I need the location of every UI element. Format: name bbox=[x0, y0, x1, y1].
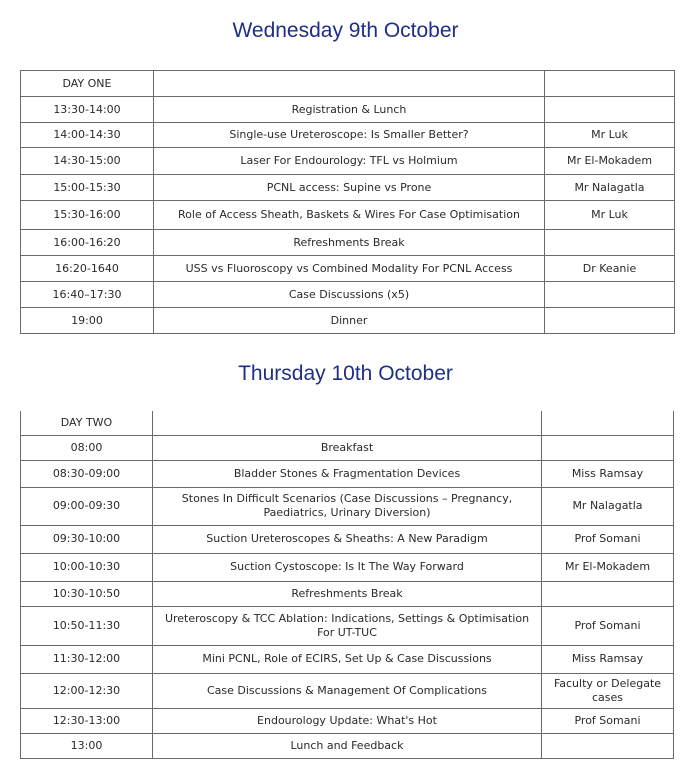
session-speaker: Mr El-Mokadem bbox=[542, 553, 674, 581]
session-title: Refreshments Break bbox=[153, 581, 542, 606]
day-label: DAY ONE bbox=[21, 71, 154, 97]
session-speaker: Mr Nalagatla bbox=[542, 487, 674, 525]
header-empty-cell bbox=[542, 411, 674, 435]
day-two-heading: Thursday 10th October bbox=[238, 362, 453, 385]
session-title: Single-use Ureteroscope: Is Smaller Better? bbox=[154, 123, 545, 148]
session-time: 13:30-14:00 bbox=[21, 97, 154, 123]
session-speaker bbox=[545, 308, 675, 334]
session-title: Case Discussions & Management Of Complications bbox=[153, 673, 542, 708]
session-title: USS vs Fluoroscopy vs Combined Modality For PCNL Access bbox=[154, 256, 545, 282]
session-time: 12:00-12:30 bbox=[21, 673, 153, 708]
table-row bbox=[21, 673, 674, 708]
header-empty-cell bbox=[154, 71, 545, 97]
table-row bbox=[21, 435, 674, 460]
session-speaker: Prof Somani bbox=[542, 606, 674, 645]
session-speaker bbox=[542, 435, 674, 460]
table-row bbox=[21, 460, 674, 487]
session-speaker: Mr Luk bbox=[545, 201, 675, 230]
session-title: Suction Ureteroscopes & Sheaths: A New Paradigm bbox=[153, 525, 542, 553]
session-speaker: Miss Ramsay bbox=[542, 460, 674, 487]
session-speaker: Mr Luk bbox=[545, 123, 675, 148]
session-time: 16:20-1640 bbox=[21, 256, 154, 282]
table-row bbox=[21, 308, 675, 334]
table-row bbox=[21, 123, 675, 148]
table-row bbox=[21, 581, 674, 606]
session-title: Refreshments Break bbox=[154, 230, 545, 256]
session-title: Laser For Endourology: TFL vs Holmium bbox=[154, 148, 545, 175]
session-time: 14:30-15:00 bbox=[21, 148, 154, 175]
table-row bbox=[21, 256, 675, 282]
table-row bbox=[21, 230, 675, 256]
session-time: 10:50-11:30 bbox=[21, 606, 153, 645]
table-row bbox=[21, 487, 674, 525]
session-speaker bbox=[542, 733, 674, 758]
session-time: 11:30-12:00 bbox=[21, 645, 153, 673]
session-time: 10:30-10:50 bbox=[21, 581, 153, 606]
session-title: Suction Cystoscope: Is It The Way Forward bbox=[153, 553, 542, 581]
session-time: 14:00-14:30 bbox=[21, 123, 154, 148]
session-speaker: Dr Keanie bbox=[545, 256, 675, 282]
session-time: 13:00 bbox=[21, 733, 153, 758]
session-time: 08:30-09:00 bbox=[21, 460, 153, 487]
session-title: Mini PCNL, Role of ECIRS, Set Up & Case Discussions bbox=[153, 645, 542, 673]
session-title: PCNL access: Supine vs Prone bbox=[154, 175, 545, 201]
table-row bbox=[21, 525, 674, 553]
table-row bbox=[21, 97, 675, 123]
session-title: Bladder Stones & Fragmentation Devices bbox=[153, 460, 542, 487]
session-title: Endourology Update: What's Hot bbox=[153, 708, 542, 733]
day-two-table bbox=[20, 411, 674, 759]
session-time: 16:40–17:30 bbox=[21, 282, 154, 308]
table-header-row bbox=[21, 411, 674, 435]
session-time: 15:30-16:00 bbox=[21, 201, 154, 230]
session-time: 09:30-10:00 bbox=[21, 525, 153, 553]
session-time: 16:00-16:20 bbox=[21, 230, 154, 256]
session-time: 12:30-13:00 bbox=[21, 708, 153, 733]
session-time: 15:00-15:30 bbox=[21, 175, 154, 201]
session-speaker bbox=[542, 581, 674, 606]
header-empty-cell bbox=[545, 71, 675, 97]
session-title: Registration & Lunch bbox=[154, 97, 545, 123]
session-title: Breakfast bbox=[153, 435, 542, 460]
session-time: 10:00-10:30 bbox=[21, 553, 153, 581]
session-title: Role of Access Sheath, Baskets & Wires For Case Optimisation bbox=[154, 201, 545, 230]
table-row bbox=[21, 645, 674, 673]
day-label: DAY TWO bbox=[21, 411, 153, 435]
session-speaker: Miss Ramsay bbox=[542, 645, 674, 673]
table-row bbox=[21, 606, 674, 645]
session-speaker: Prof Somani bbox=[542, 708, 674, 733]
session-speaker: Prof Somani bbox=[542, 525, 674, 553]
table-row bbox=[21, 553, 674, 581]
table-row bbox=[21, 733, 674, 758]
session-title: Case Discussions (x5) bbox=[154, 282, 545, 308]
session-time: 08:00 bbox=[21, 435, 153, 460]
session-title: Lunch and Feedback bbox=[153, 733, 542, 758]
session-time: 09:00-09:30 bbox=[21, 487, 153, 525]
table-row bbox=[21, 175, 675, 201]
session-speaker bbox=[545, 230, 675, 256]
session-title: Dinner bbox=[154, 308, 545, 334]
session-title: Ureteroscopy & TCC Ablation: Indications, Settings & Optimisation For UT-TUC bbox=[153, 606, 542, 645]
day-one-heading: Wednesday 9th October bbox=[232, 19, 459, 42]
table-row bbox=[21, 708, 674, 733]
table-row bbox=[21, 282, 675, 308]
session-speaker bbox=[545, 97, 675, 123]
table-row bbox=[21, 148, 675, 175]
header-empty-cell bbox=[153, 411, 542, 435]
day-one-table bbox=[20, 70, 675, 334]
session-speaker: Mr El-Mokadem bbox=[545, 148, 675, 175]
session-speaker: Mr Nalagatla bbox=[545, 175, 675, 201]
table-row bbox=[21, 201, 675, 230]
session-speaker: Faculty or Delegate cases bbox=[542, 673, 674, 708]
session-title: Stones In Difficult Scenarios (Case Discussions – Pregnancy, Paediatrics, Urinary Diversion) bbox=[153, 487, 542, 525]
session-time: 19:00 bbox=[21, 308, 154, 334]
session-speaker bbox=[545, 282, 675, 308]
table-header-row bbox=[21, 71, 675, 97]
